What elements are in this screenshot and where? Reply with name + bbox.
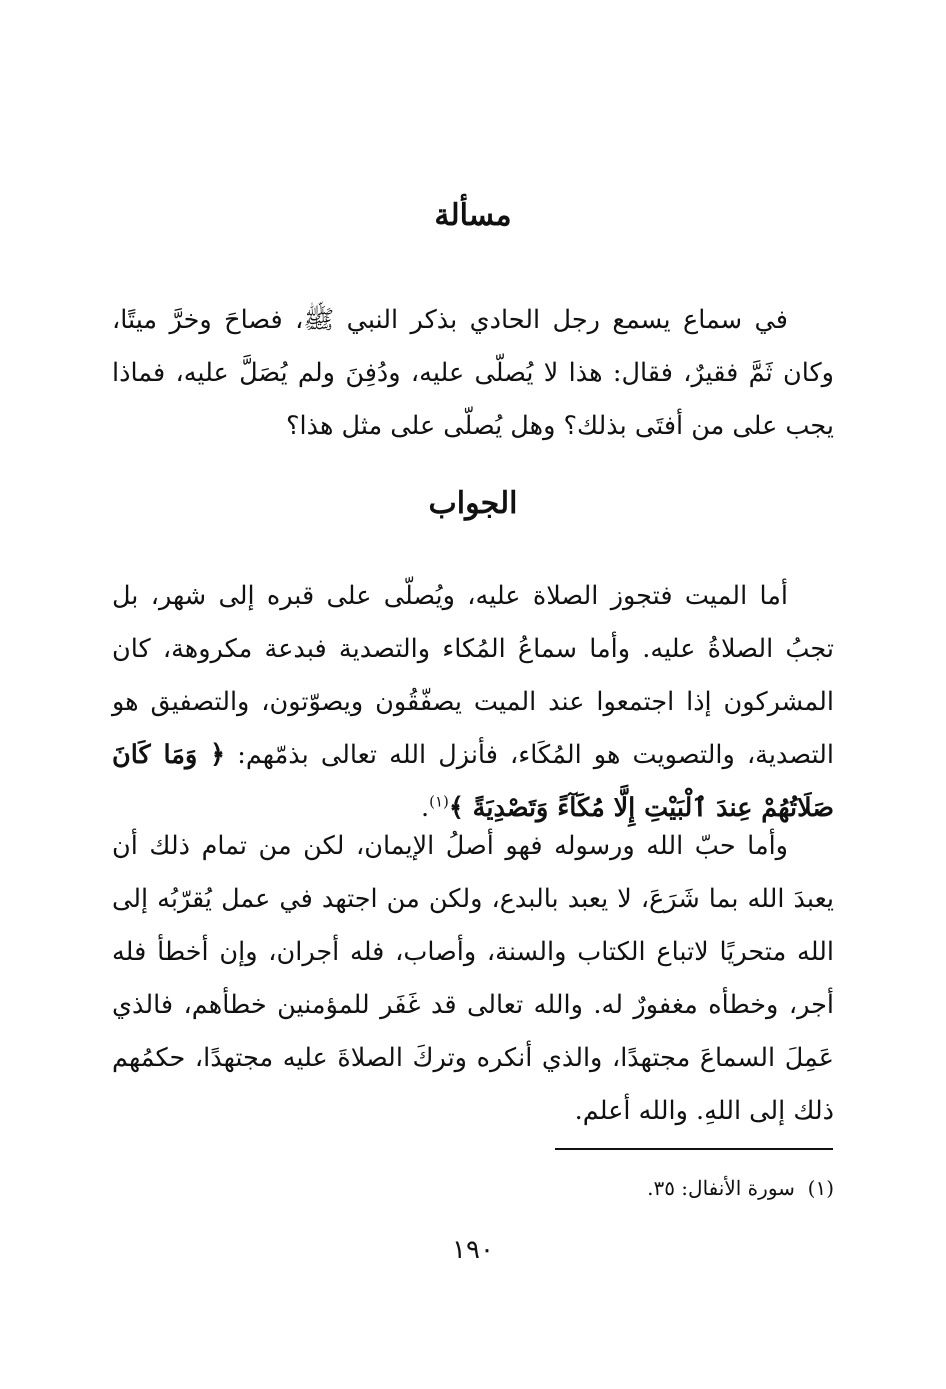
answer-paragraph-1-text: أما الميت فتجوز الصلاة عليه، ويُصلّى على قبره إلى شهر، بل تجبُ الصلاةُ عليه. وأما سماعُ المُكاء والتصدية فبدعة مكروهة، كان المشركون إذا اجتمعوا عند الميت يصفّقُون ويصوّتون، والتصفيق هو التصدية، والتصويت هو المُكَاء، فأنزل الله تعالى بذمّهم: <box>112 581 835 770</box>
question-heading: مسألة <box>434 198 512 233</box>
footnote-text: سورة الأنفال: ٣٥. <box>647 1176 795 1200</box>
page-number: ١٩٠ <box>452 1235 494 1265</box>
question-text: في سماع يسمع رجل الحادي بذكر النبي ﷺ، فصاحَ وخرَّ ميتًا، وكان ثَمَّ فقيرٌ، فقال: هذا لا يُصلّى عليه، ودُفِنَ ولم يُصَلَّ عليه، فماذا يجب على من أفتَى بذلك؟ وهل يُصلّى على مثل هذا؟ <box>112 305 834 441</box>
footnote <box>400 1172 834 1204</box>
footnote-number: (١) <box>807 1176 834 1200</box>
answer-paragraph-2 <box>112 820 834 1138</box>
footnote-divider <box>555 1148 833 1150</box>
footnote-reference: (١) <box>429 792 449 811</box>
answer-paragraph-2-text: وأما حبّ الله ورسوله فهو أصلُ الإيمان، لكن من تمام ذلك أن يعبدَ الله بما شَرَعَ، لا يعبد بالبدع، ولكن من اجتهد في عمل يُقرّبُه إلى الله متحريًا لاتباع الكتاب والسنة، وأصاب، فله أجران، وإن أخطأ فله أجر، وخطأه مغفورٌ له. والله تعالى قد غَفَر للمؤمنين خطأهم، فالذي عَمِلَ السماعَ مجتهدًا، والذي أنكره وتركَ الصلاةَ عليه مجتهدًا، حكمُهم ذلك إلى اللهِ. والله أعلم. <box>112 831 834 1126</box>
answer-paragraph-1-end: . <box>420 793 430 823</box>
question-paragraph <box>112 294 834 453</box>
answer-heading: الجواب <box>428 486 518 521</box>
quran-verse: ﴿ وَمَا كَانَ صَلَاتُهُمْ عِندَ ٱلْبَيْتِ إِلَّا مُكَآءً وَتَصْدِيَةً ﴾ <box>112 740 834 823</box>
answer-paragraph-1 <box>112 570 834 835</box>
